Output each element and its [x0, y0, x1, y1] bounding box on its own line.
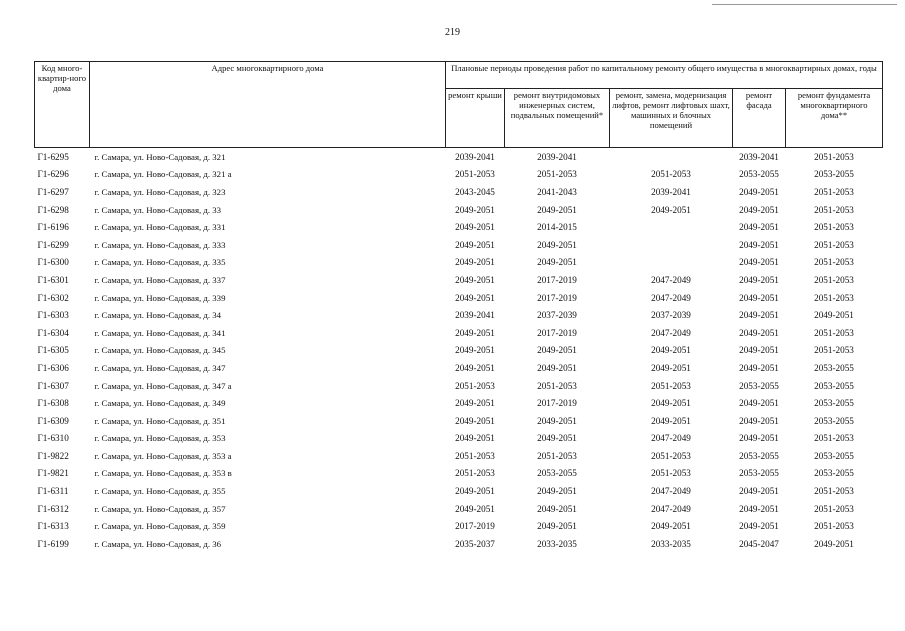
- house-address: г. Самара, ул. Ново-Садовая, д. 321 а: [94, 169, 232, 180]
- roof-period: 2049-2051: [455, 398, 495, 409]
- house-address: г. Самара, ул. Ново-Садовая, д. 337: [94, 274, 226, 285]
- roof-period: 2049-2051: [455, 503, 495, 514]
- foundation-period: 2051-2053: [814, 503, 854, 514]
- engineering-period: 2017-2019: [537, 274, 577, 285]
- house-code: Г1-6295: [37, 151, 69, 162]
- elevators-period: 2047-2049: [651, 486, 691, 497]
- elevators-period: 2049-2051: [651, 521, 691, 532]
- engineering-period: 2051-2053: [537, 169, 577, 180]
- facade-period: 2049-2051: [739, 186, 779, 197]
- roof-period: 2049-2051: [455, 415, 495, 426]
- header-foundation: ремонт фундамента многоквартирного дома**: [786, 89, 883, 148]
- engineering-period: 2049-2051: [537, 362, 577, 373]
- engineering-period: 2049-2051: [537, 433, 577, 444]
- facade-period: 2049-2051: [739, 415, 779, 426]
- foundation-period: 2053-2055: [814, 450, 854, 461]
- house-code: Г1-6304: [37, 327, 69, 338]
- roof-period: 2051-2053: [455, 468, 495, 479]
- house-code: Г1-6313: [37, 521, 69, 532]
- elevators-period: 2047-2049: [651, 327, 691, 338]
- roof-period: 2049-2051: [455, 433, 495, 444]
- house-address: г. Самара, ул. Ново-Садовая, д. 357: [94, 503, 226, 514]
- facade-period: 2049-2051: [739, 239, 779, 250]
- facade-period: 2049-2051: [739, 310, 779, 321]
- foundation-period: 2051-2053: [814, 486, 854, 497]
- house-address: г. Самара, ул. Ново-Садовая, д. 341: [94, 327, 226, 338]
- header-roof: ремонт крыши: [446, 89, 505, 148]
- facade-period: 2049-2051: [739, 292, 779, 303]
- foundation-period: 2051-2053: [814, 257, 854, 268]
- engineering-period: 2017-2019: [537, 292, 577, 303]
- elevators-period: 2033-2035: [651, 538, 691, 549]
- house-address: г. Самара, ул. Ново-Садовая, д. 33: [94, 204, 222, 215]
- roof-period: 2039-2041: [455, 151, 495, 162]
- house-address: г. Самара, ул. Ново-Садовая, д. 331: [94, 222, 226, 233]
- facade-period: 2053-2055: [739, 380, 779, 391]
- house-code: Г1-6302: [37, 292, 69, 303]
- elevators-period: 2047-2049: [651, 274, 691, 285]
- header-periods: Плановые периоды проведения работ по капитальному ремонту общего имущества в многоквартирных домах, годы: [446, 62, 883, 89]
- house-code: Г1-6301: [37, 274, 69, 285]
- table-row: [35, 535, 883, 553]
- foundation-period: 2053-2055: [814, 169, 854, 180]
- table-row: [35, 412, 883, 430]
- header-address: Адрес многоквартирного дома: [90, 62, 446, 148]
- header-code: Код много-квартир-ного дома: [35, 62, 90, 148]
- elevators-period: 2051-2053: [651, 380, 691, 391]
- facade-period: 2049-2051: [739, 274, 779, 285]
- table-row: [35, 377, 883, 395]
- table-row: [35, 342, 883, 360]
- facade-period: 2049-2051: [739, 327, 779, 338]
- table-row: [35, 359, 883, 377]
- house-code: Г1-6309: [37, 415, 69, 426]
- page-number: 219: [445, 27, 460, 38]
- engineering-period: 2049-2051: [537, 503, 577, 514]
- roof-period: 2049-2051: [455, 239, 495, 250]
- roof-period: 2051-2053: [455, 169, 495, 180]
- elevators-period: 2039-2041: [651, 186, 691, 197]
- foundation-period: 2049-2051: [814, 538, 854, 549]
- engineering-period: 2014-2015: [537, 222, 577, 233]
- foundation-period: 2051-2053: [814, 204, 854, 215]
- facade-period: 2049-2051: [739, 398, 779, 409]
- facade-period: 2049-2051: [739, 486, 779, 497]
- house-address: г. Самара, ул. Ново-Садовая, д. 339: [94, 292, 226, 303]
- engineering-period: 2039-2041: [537, 151, 577, 162]
- table-row: [35, 465, 883, 483]
- elevators-period: 2047-2049: [651, 433, 691, 444]
- facade-period: 2045-2047: [739, 538, 779, 549]
- roof-period: 2017-2019: [455, 521, 495, 532]
- house-address: г. Самара, ул. Ново-Садовая, д. 353 в: [94, 468, 232, 479]
- table-row: [35, 500, 883, 518]
- elevators-period: [610, 218, 733, 236]
- engineering-period: 2017-2019: [537, 327, 577, 338]
- table-row: [35, 394, 883, 412]
- engineering-period: 2049-2051: [537, 521, 577, 532]
- table-body: [35, 148, 883, 553]
- roof-period: 2051-2053: [455, 450, 495, 461]
- engineering-period: 2051-2053: [537, 380, 577, 391]
- roof-period: 2049-2051: [455, 362, 495, 373]
- house-code: Г1-6299: [37, 239, 69, 250]
- house-address: г. Самара, ул. Ново-Садовая, д. 321: [94, 151, 226, 162]
- house-code: Г1-9821: [37, 468, 69, 479]
- house-code: Г1-6305: [37, 345, 69, 356]
- table-row: [35, 430, 883, 448]
- facade-period: 2049-2051: [739, 257, 779, 268]
- table-row: [35, 482, 883, 500]
- elevators-period: [610, 148, 733, 166]
- foundation-period: 2051-2053: [814, 186, 854, 197]
- house-code: Г1-6312: [37, 503, 69, 514]
- roof-period: 2049-2051: [455, 292, 495, 303]
- facade-period: 2049-2051: [739, 345, 779, 356]
- facade-period: 2049-2051: [739, 222, 779, 233]
- foundation-period: 2051-2053: [814, 292, 854, 303]
- engineering-period: 2033-2035: [537, 538, 577, 549]
- house-code: Г1-6307: [37, 380, 69, 391]
- roof-period: 2049-2051: [455, 327, 495, 338]
- table-row: [35, 517, 883, 535]
- foundation-period: 2051-2053: [814, 521, 854, 532]
- house-address: г. Самара, ул. Ново-Садовая, д. 34: [94, 310, 222, 321]
- foundation-period: 2051-2053: [814, 274, 854, 285]
- house-address: г. Самара, ул. Ново-Садовая, д. 333: [94, 239, 226, 250]
- facade-period: 2049-2051: [739, 503, 779, 514]
- house-code: Г1-6298: [37, 204, 69, 215]
- engineering-period: 2049-2051: [537, 204, 577, 215]
- house-address: г. Самара, ул. Ново-Садовая, д. 323: [94, 186, 226, 197]
- house-address: г. Самара, ул. Ново-Садовая, д. 345: [94, 345, 226, 356]
- house-address: г. Самара, ул. Ново-Садовая, д. 359: [94, 521, 226, 532]
- house-code: Г1-6297: [37, 186, 69, 197]
- engineering-period: 2049-2051: [537, 257, 577, 268]
- table-row: [35, 447, 883, 465]
- roof-period: 2049-2051: [455, 345, 495, 356]
- house-code: Г1-6296: [37, 169, 69, 180]
- facade-period: 2039-2041: [739, 151, 779, 162]
- engineering-period: 2049-2051: [537, 239, 577, 250]
- roof-period: 2049-2051: [455, 274, 495, 285]
- house-address: г. Самара, ул. Ново-Садовая, д. 347 а: [94, 380, 232, 391]
- house-address: г. Самара, ул. Ново-Садовая, д. 353 а: [94, 450, 232, 461]
- house-code: Г1-9822: [37, 450, 69, 461]
- house-address: г. Самара, ул. Ново-Садовая, д. 353: [94, 433, 226, 444]
- table-row: [35, 271, 883, 289]
- table-row: [35, 183, 883, 201]
- header-engineering: ремонт внутридомовых инженерных систем, подвальных помещений*: [505, 89, 610, 148]
- house-code: Г1-6196: [37, 222, 69, 233]
- foundation-period: 2053-2055: [814, 398, 854, 409]
- house-code: Г1-6311: [37, 486, 69, 497]
- roof-period: 2039-2041: [455, 310, 495, 321]
- elevators-period: 2047-2049: [651, 503, 691, 514]
- repair-schedule-table: [34, 61, 883, 553]
- engineering-period: 2041-2043: [537, 186, 577, 197]
- foundation-period: 2053-2055: [814, 468, 854, 479]
- elevators-period: 2049-2051: [651, 204, 691, 215]
- engineering-period: 2037-2039: [537, 310, 577, 321]
- roof-period: 2049-2051: [455, 486, 495, 497]
- elevators-period: 2051-2053: [651, 450, 691, 461]
- table-row: [35, 289, 883, 307]
- engineering-period: 2049-2051: [537, 345, 577, 356]
- header-facade: ремонт фасада: [733, 89, 786, 148]
- table-row: [35, 148, 883, 166]
- foundation-period: 2053-2055: [814, 362, 854, 373]
- roof-period: 2043-2045: [455, 186, 495, 197]
- foundation-period: 2051-2053: [814, 345, 854, 356]
- house-code: Г1-6303: [37, 310, 69, 321]
- house-code: Г1-6310: [37, 433, 69, 444]
- house-code: Г1-6199: [37, 538, 69, 549]
- facade-period: 2049-2051: [739, 521, 779, 532]
- elevators-period: 2049-2051: [651, 415, 691, 426]
- house-address: г. Самара, ул. Ново-Садовая, д. 335: [94, 257, 226, 268]
- table-row: [35, 218, 883, 236]
- facade-period: 2049-2051: [739, 433, 779, 444]
- foundation-period: 2051-2053: [814, 151, 854, 162]
- foundation-period: 2051-2053: [814, 222, 854, 233]
- elevators-period: 2051-2053: [651, 169, 691, 180]
- facade-period: 2053-2055: [739, 450, 779, 461]
- house-code: Г1-6308: [37, 398, 69, 409]
- facade-period: 2053-2055: [739, 169, 779, 180]
- table-row: [35, 201, 883, 219]
- header-elevators: ремонт, замена, модернизация лифтов, ремонт лифтовых шахт, машинных и блочных помещений: [610, 89, 733, 148]
- table-row: [35, 306, 883, 324]
- elevators-period: [610, 236, 733, 254]
- roof-period: 2049-2051: [455, 222, 495, 233]
- house-address: г. Самара, ул. Ново-Садовая, д. 355: [94, 486, 226, 497]
- foundation-period: 2049-2051: [814, 310, 854, 321]
- foundation-period: 2051-2053: [814, 327, 854, 338]
- roof-period: 2035-2037: [455, 538, 495, 549]
- engineering-period: 2051-2053: [537, 450, 577, 461]
- house-address: г. Самара, ул. Ново-Садовая, д. 351: [94, 415, 226, 426]
- facade-period: 2053-2055: [739, 468, 779, 479]
- elevators-period: 2051-2053: [651, 468, 691, 479]
- engineering-period: 2053-2055: [537, 468, 577, 479]
- elevators-period: 2049-2051: [651, 362, 691, 373]
- engineering-period: 2017-2019: [537, 398, 577, 409]
- house-code: Г1-6300: [37, 257, 69, 268]
- foundation-period: 2053-2055: [814, 380, 854, 391]
- foundation-period: 2051-2053: [814, 239, 854, 250]
- top-rule: [712, 4, 897, 5]
- house-address: г. Самара, ул. Ново-Садовая, д. 36: [94, 538, 222, 549]
- table-row: [35, 254, 883, 272]
- table-row: [35, 236, 883, 254]
- roof-period: 2051-2053: [455, 380, 495, 391]
- elevators-period: 2049-2051: [651, 398, 691, 409]
- roof-period: 2049-2051: [455, 204, 495, 215]
- table-row: [35, 166, 883, 184]
- engineering-period: 2049-2051: [537, 486, 577, 497]
- facade-period: 2049-2051: [739, 204, 779, 215]
- elevators-period: 2037-2039: [651, 310, 691, 321]
- house-address: г. Самара, ул. Ново-Садовая, д. 349: [94, 398, 226, 409]
- table-row: [35, 324, 883, 342]
- foundation-period: 2053-2055: [814, 415, 854, 426]
- elevators-period: 2049-2051: [651, 345, 691, 356]
- house-code: Г1-6306: [37, 362, 69, 373]
- foundation-period: 2051-2053: [814, 433, 854, 444]
- elevators-period: 2047-2049: [651, 292, 691, 303]
- roof-period: 2049-2051: [455, 257, 495, 268]
- engineering-period: 2049-2051: [537, 415, 577, 426]
- facade-period: 2049-2051: [739, 362, 779, 373]
- elevators-period: [610, 254, 733, 272]
- house-address: г. Самара, ул. Ново-Садовая, д. 347: [94, 362, 226, 373]
